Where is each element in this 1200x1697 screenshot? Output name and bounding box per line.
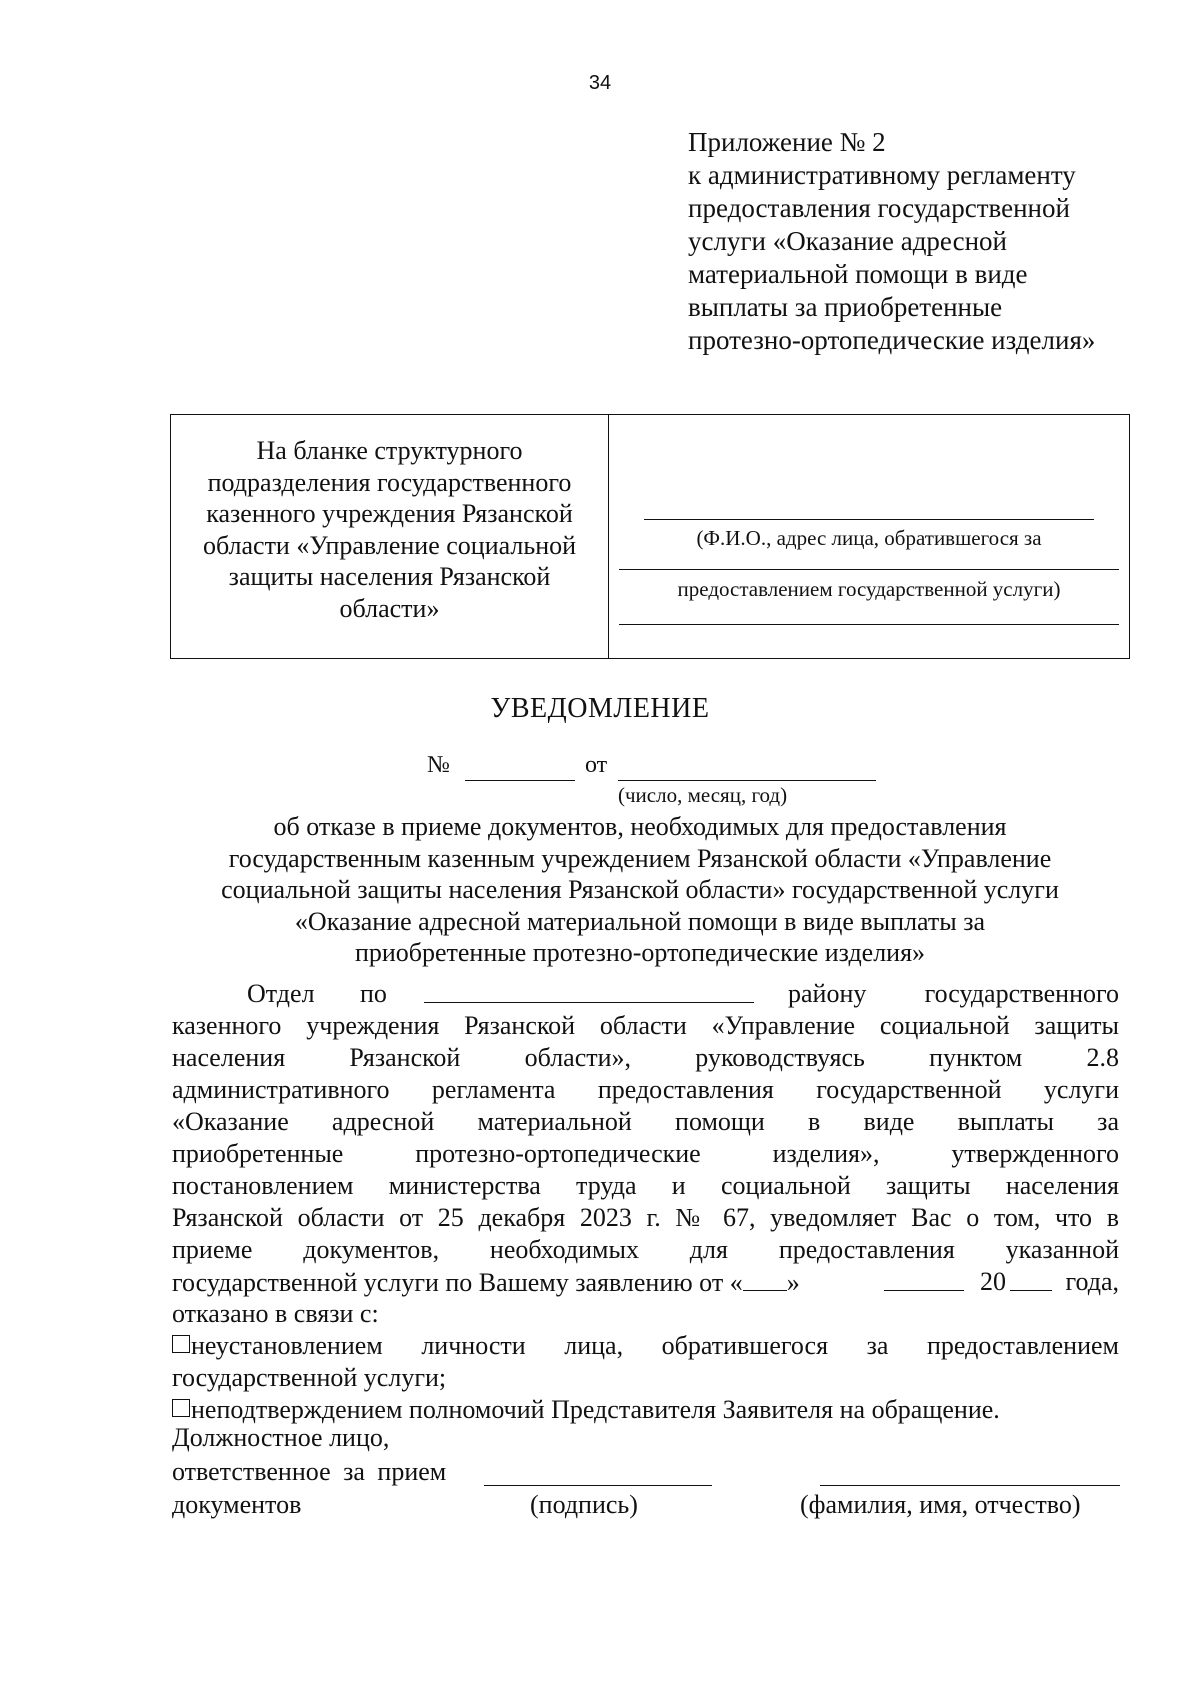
body-line: «Оказание адресной материальной помощи в виде выплаты за [172,1107,1119,1136]
body-word: государственного [924,979,1119,1008]
appendix-line: к административному регламенту [688,160,1076,190]
from-label: от [585,752,608,778]
number-blank [465,780,575,781]
appendix-line: протезно-ортопедические изделия» [688,325,1096,355]
reason-identity-label: неустановлением личности лица, обратившегося за предоставлением [191,1331,1119,1360]
official-label: документов [172,1490,302,1519]
appendix-reference [688,126,1148,357]
letterhead-line: области» [339,593,440,623]
year-blank [1010,1266,1052,1291]
letterhead-line: области «Управление социальной [202,530,577,560]
application-date-line [172,1266,1119,1298]
body-line: населения Рязанской области», руководствуясь пунктом 2.8 [172,1043,1119,1072]
letterhead-line: защиты населения Рязанской [228,562,551,591]
body-line: казенного учреждения Рязанской области «Управление социальной защиты [172,1011,1119,1040]
body-line: постановлением министерства труда и социальной защиты населения [172,1171,1119,1200]
subject-line: государственным казенным учреждением Рязанской области «Управление [228,843,1052,873]
letterhead-line: казенного учреждения Рязанской [206,499,573,528]
date-blank [618,780,876,781]
page-number: 34 [588,72,612,94]
reason-identity-checkbox[interactable] [172,1335,190,1353]
body-text-segment: года, [1065,1267,1119,1296]
official-label: ответственное за прием [172,1457,447,1486]
recipient-field [609,415,1129,658]
body-line: отказано в связи с: [172,1299,379,1328]
letterhead-note [171,415,609,658]
date-caption: (число, месяц, год) [618,783,788,807]
reason-authority-checkbox[interactable] [172,1399,190,1417]
subject-line: об отказе в приеме документов, необходимых для предоставления [273,812,1007,841]
document-title: УВЕДОМЛЕНИЕ [490,693,710,724]
year-prefix: 20 [980,1267,1006,1296]
letterhead-line: подразделения государственного [207,467,572,497]
recipient-caption: (Ф.И.О., адрес лица, обратившегося за [696,526,1042,550]
district-blank [424,978,754,1003]
notice-subject [160,811,1120,969]
day-blank [743,1266,787,1291]
reason-line: государственной услуги; [172,1363,447,1392]
notice-body [172,978,1119,1426]
appendix-line: выплаты за приобретенные [688,292,1003,322]
letterhead-line: На бланке структурного [256,436,523,465]
name-caption: (фамилия, имя, отчество) [800,1490,1081,1519]
body-text-segment: государственной услуги по Вашему заявлению от « [172,1268,743,1297]
official-label: Должностное лицо, [172,1423,390,1452]
appendix-line: Приложение № 2 [688,127,886,157]
month-blank [884,1266,964,1291]
appendix-line: материальной помощи в виде [688,259,1028,289]
body-line: административного регламента предоставления государственной услуги [172,1075,1119,1104]
body-line [172,978,1119,1010]
signature-caption: (подпись) [530,1490,638,1519]
body-text-segment: » [786,1268,800,1297]
subject-line: «Оказание адресной материальной помощи в виде выплаты за [294,906,986,936]
signature-blank [484,1485,712,1486]
reason-line [172,1394,1119,1426]
header-block [170,414,1130,659]
body-word: Отдел [247,979,315,1008]
recipient-caption: предоставлением государственной услуги) [677,577,1061,601]
body-word: району [788,979,867,1008]
appendix-line: услуги «Оказание адресной [688,226,1007,256]
reason-authority-label: неподтверждением полномочий Представителя Заявителя на обращение. [191,1395,1000,1424]
recipient-line [644,519,1094,520]
name-blank [820,1485,1120,1486]
number-label: № [427,752,450,778]
body-word: по [360,979,387,1008]
body-line: Рязанской области от 25 декабря 2023 г. № 67, уведомляет Вас о том, что в [172,1203,1119,1232]
body-line: приобретенные протезно-ортопедические изделия», утвержденного [172,1139,1119,1168]
subject-line: социальной защиты населения Рязанской области» государственной услуги [221,875,1059,904]
body-line: приеме документов, необходимых для предоставления указанной [172,1235,1119,1264]
reason-line [172,1330,1119,1362]
recipient-line [619,569,1119,570]
subject-line: приобретенные протезно-ортопедические изделия» [354,938,926,967]
appendix-line: предоставления государственной [688,193,1070,223]
recipient-line [619,624,1119,625]
